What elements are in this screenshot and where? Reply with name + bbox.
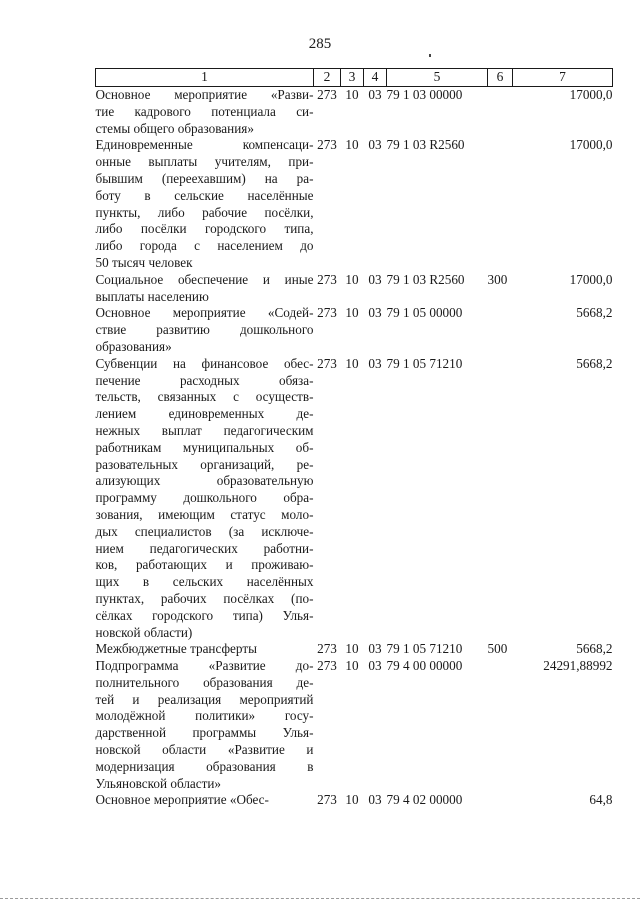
row-name [96,87,314,138]
row-name-line: Основное мероприятие «Разви- [95,87,314,102]
row-name [96,792,314,809]
row-name-line: Основное мероприятие «Содей- [95,305,314,321]
row-name-line: щих в сельских населённых [95,574,314,590]
scan-speck [429,54,431,57]
row-amount: 24291,88992 [543,658,613,674]
table-row [96,792,613,809]
row-name-line: ализующих образовательную [95,473,314,489]
row-name [96,137,314,271]
row-gr: 273 [317,355,337,371]
row-amount: 17000,0 [569,137,613,153]
row-gr: 273 [317,271,337,287]
table-row [96,658,613,792]
row-name-line: ков, работающих и проживаю- [95,557,314,573]
row-rz: 10 [345,87,359,102]
row-csr: 79 1 05 00000 [386,305,463,321]
row-name-line: ствие развитию дошкольного [95,322,314,338]
row-name-line: боту в сельские населённые [95,187,314,203]
row-vr [488,658,513,792]
row-name-line: зования, имеющим статус моло- [95,506,314,522]
row-name-line: Ульяновской области» [95,775,222,791]
row-name-line: либо посёлки городского типа, [95,221,314,237]
row-rz: 10 [345,658,359,674]
row-pr: 03 [368,137,382,153]
row-name-line: нежных выплат педагогическим [95,422,314,438]
row-name-line: новской области) [95,624,193,640]
row-name-line: Единовременные компенсаци- [95,137,314,153]
row-name-line: лением единовременных де- [95,406,314,422]
row-vr [488,137,513,271]
row-name-line: модернизация образования в [95,758,314,774]
row-name-line: пунктах, рабочих посёлках (по- [95,590,314,606]
table-header-row [96,69,613,87]
row-name-line: образования» [95,338,172,354]
row-name-line: дарственной программы Улья- [95,725,314,741]
row-pr: 03 [368,355,382,371]
budget-table [95,68,613,809]
row-amount: 17000,0 [569,271,613,287]
row-pr: 03 [368,641,382,657]
row-name [96,356,314,642]
row-name-line: программу дошкольного обра- [95,490,314,506]
row-name-line: Социальное обеспечение и иные [95,271,314,287]
row-name-line: работникам муниципальных об- [95,439,314,455]
row-name-line: тельств, связанных с осуществ- [95,389,314,405]
row-name-line: Межбюджетные трансферты [95,641,257,657]
row-gr: 273 [317,792,337,808]
row-rz: 10 [345,355,359,371]
row-name [96,641,314,658]
header-cell: 6 [488,69,513,87]
header-cell: 3 [341,69,364,87]
row-name-line: бывшим (переехавшим) на ра- [95,170,314,186]
row-vr [488,356,513,642]
row-name-line: новской области «Развитие и [95,742,314,758]
row-csr: 79 1 03 R2560 [386,271,465,287]
table-row [96,356,613,642]
row-amount: 17000,0 [569,87,613,102]
header-cell: 4 [364,69,387,87]
row-vr: 500 [487,641,508,657]
row-name-line: молодёжной политики» госу- [95,708,314,724]
row-rz: 10 [345,137,359,153]
table-body [96,87,613,810]
row-pr: 03 [368,87,382,102]
row-pr: 03 [368,658,382,674]
row-name-line: либо города с населением до [95,238,314,254]
table-row [96,87,613,138]
row-rz: 10 [345,305,359,321]
row-pr: 03 [368,305,382,321]
row-vr [488,792,513,809]
row-name [96,272,314,306]
table-row [96,137,613,271]
row-name-line: сёлках городского типа) Улья- [95,607,314,623]
row-name-line: полнительного образования де- [95,674,314,690]
row-name-line: выплаты населению [95,288,209,304]
header-cell: 7 [513,69,613,87]
row-csr: 79 1 03 00000 [386,87,463,102]
row-name-line: Основное мероприятие «Обес- [95,792,269,808]
row-name [96,305,314,355]
row-amount: 5668,2 [576,355,613,371]
row-csr: 79 4 02 00000 [386,792,463,808]
row-vr [488,87,513,138]
header-cell: 5 [387,69,488,87]
row-name-line: тие кадрового потенциала си- [95,103,314,119]
row-amount: 5668,2 [576,641,613,657]
header-cell: 2 [314,69,341,87]
row-name-line: Субвенции на финансовое обес- [95,355,314,371]
row-name-line: стемы общего образования» [95,120,254,136]
row-name-line: нием педагогических работни- [95,540,314,556]
header-cell: 1 [96,69,314,87]
scan-edge [0,898,640,899]
row-vr: 300 [487,271,508,287]
row-name-line: 50 тысяч человек [95,254,193,270]
row-gr: 273 [317,641,337,657]
row-csr: 79 1 05 71210 [386,641,463,657]
row-name-line: онные выплаты учителям, при- [95,154,314,170]
row-vr [488,305,513,355]
row-pr: 03 [368,271,382,287]
row-name-line: разовательных организаций, ре- [95,456,314,472]
row-amount: 64,8 [589,792,613,808]
table-row [96,272,613,306]
row-gr: 273 [317,305,337,321]
row-csr: 79 1 03 R2560 [386,137,465,153]
row-name-line: дых специалистов (за исключе- [95,523,314,539]
row-gr: 273 [317,658,337,674]
row-csr: 79 4 00 00000 [386,658,463,674]
table-row [96,641,613,658]
row-pr: 03 [368,792,382,808]
row-rz: 10 [345,271,359,287]
row-gr: 273 [317,137,337,153]
row-csr: 79 1 05 71210 [386,355,463,371]
row-rz: 10 [345,641,359,657]
table-row [96,305,613,355]
row-name-line: тей и реализация мероприятий [95,691,314,707]
row-gr: 273 [317,87,337,102]
row-rz: 10 [345,792,359,808]
row-name-line: Подпрограмма «Развитие до- [95,658,314,674]
row-amount: 5668,2 [576,305,613,321]
page-number: 285 [308,36,332,52]
row-name-line: печение расходных обяза- [95,372,314,388]
row-name-line: пункты, либо рабочие посёлки, [95,204,314,220]
row-name [96,658,314,792]
